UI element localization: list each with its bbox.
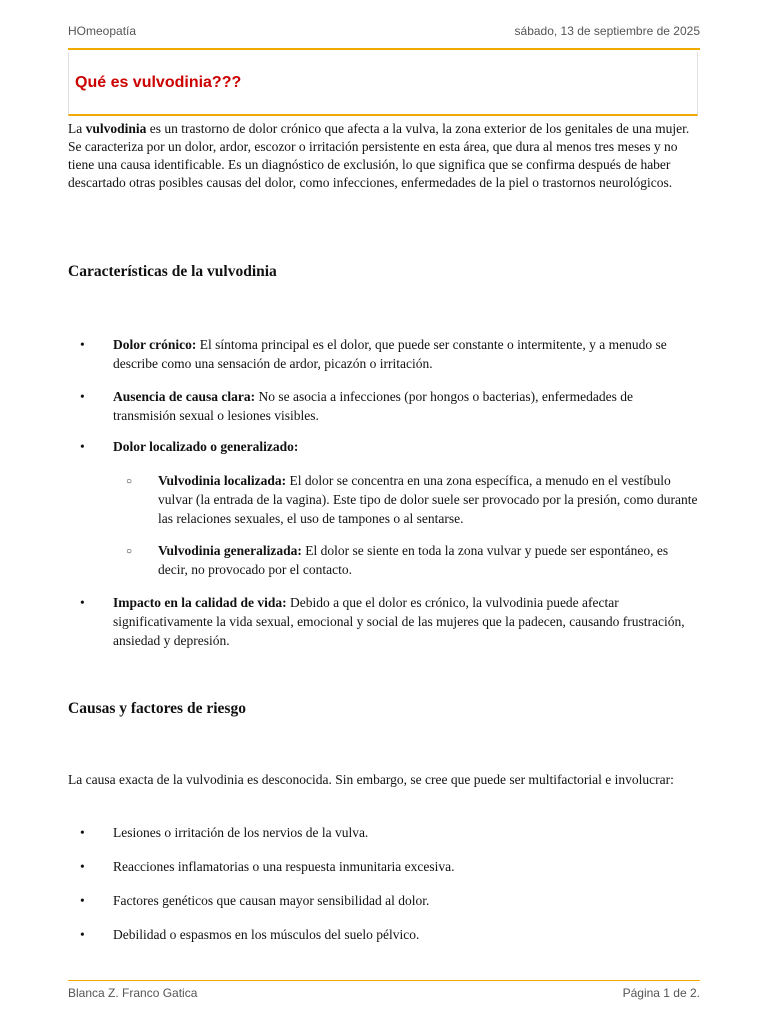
item-bold: Dolor localizado o generalizado: — [113, 439, 299, 454]
item-text: Debilidad o espasmos en los músculos del suelo pélvico. — [113, 927, 420, 942]
page-title: Qué es vulvodinia??? — [75, 74, 242, 91]
header-site-name: HOmeopatía — [68, 24, 137, 38]
header-rule — [68, 48, 700, 50]
item-bold: Dolor crónico: — [113, 337, 197, 352]
causes-intro — [68, 770, 700, 789]
page-footer — [68, 986, 700, 1004]
section-heading-caracteristicas: Características de la vulvodinia — [68, 263, 277, 280]
bullet-icon: • — [80, 337, 85, 352]
circle-bullet-icon: ○ — [126, 546, 133, 557]
title-box — [68, 52, 698, 116]
subitem-bold: Vulvodinia localizada: — [158, 473, 287, 488]
subitem-text: El dolor se siente en toda la zona vulvar y puede ser espontáneo, es decir, no provocado por el contacto. — [158, 543, 669, 577]
section-heading-causas: Causas y factores de riesgo — [68, 700, 246, 717]
item-text: Reacciones inflamatorias o una respuesta inmunitaria excesiva. — [113, 859, 455, 874]
bullet-icon: • — [80, 825, 85, 840]
bullet-icon: • — [80, 595, 85, 610]
subitem-bold: Vulvodinia generalizada: — [158, 543, 302, 558]
bullet-icon: • — [80, 927, 85, 942]
intro-text — [68, 120, 700, 192]
intro-prefix: La — [68, 121, 86, 136]
subitem-text: El dolor se concentra en una zona específica, a menudo en el vestíbulo vulvar (la entrada de la vagina). Este tipo de dolor suele ser provocado por la presión, como durante las relaciones sexuales, el uso de tampones o al sentarse. — [158, 473, 698, 526]
bullet-icon: • — [80, 893, 85, 908]
item-text: Debido a que el dolor es crónico, la vulvodinia puede afectar significativamente la vida sexual, emocional y social de las mujeres que la padecen, causando frustración, ansiedad y depresión. — [113, 595, 685, 648]
causes-intro-text: La causa exacta de la vulvodinia es desconocida. Sin embargo, se cree que puede ser multifactorial e involucrar: — [68, 772, 674, 787]
page-header — [68, 22, 700, 40]
circle-bullet-icon: ○ — [126, 476, 133, 487]
intro-rest: es un trastorno de dolor crónico que afecta a la vulva, la zona exterior de los genitales de una mujer. Se caracteriza por un dolor, ardor, escozor o irritación persistente en esta área, que dura al menos tres meses y no tiene una causa identificable. Es un diagnóstico de exclusión, lo que significa que se confirma después de haber descartado otras posibles causas del dolor, como infecciones, enfermedades de la piel o trastornos neurológicos. — [68, 121, 690, 190]
footer-page-number: Página 1 de 2. — [622, 986, 700, 1000]
bullet-icon: • — [80, 439, 85, 454]
header-date: sábado, 13 de septiembre de 2025 — [514, 24, 700, 38]
intro-bold-term: vulvodinia — [85, 121, 147, 136]
bullet-icon: • — [80, 389, 85, 404]
footer-author: Blanca Z. Franco Gatica — [68, 986, 198, 1000]
item-bold: Ausencia de causa clara: — [113, 389, 256, 404]
item-text: El síntoma principal es el dolor, que puede ser constante o intermitente, y a menudo se describe como una sensación de ardor, picazón o irritación. — [113, 337, 667, 371]
item-bold: Impacto en la calidad de vida: — [113, 595, 287, 610]
footer-rule — [68, 980, 700, 981]
item-text: No se asocia a infecciones (por hongos o bacterias), enfermedades de transmisión sexual o lesiones visibles. — [113, 389, 633, 423]
intro-paragraph — [68, 120, 700, 192]
item-text: Factores genéticos que causan mayor sensibilidad al dolor. — [113, 893, 430, 908]
item-text: Lesiones o irritación de los nervios de la vulva. — [113, 825, 369, 840]
bullet-icon: • — [80, 859, 85, 874]
